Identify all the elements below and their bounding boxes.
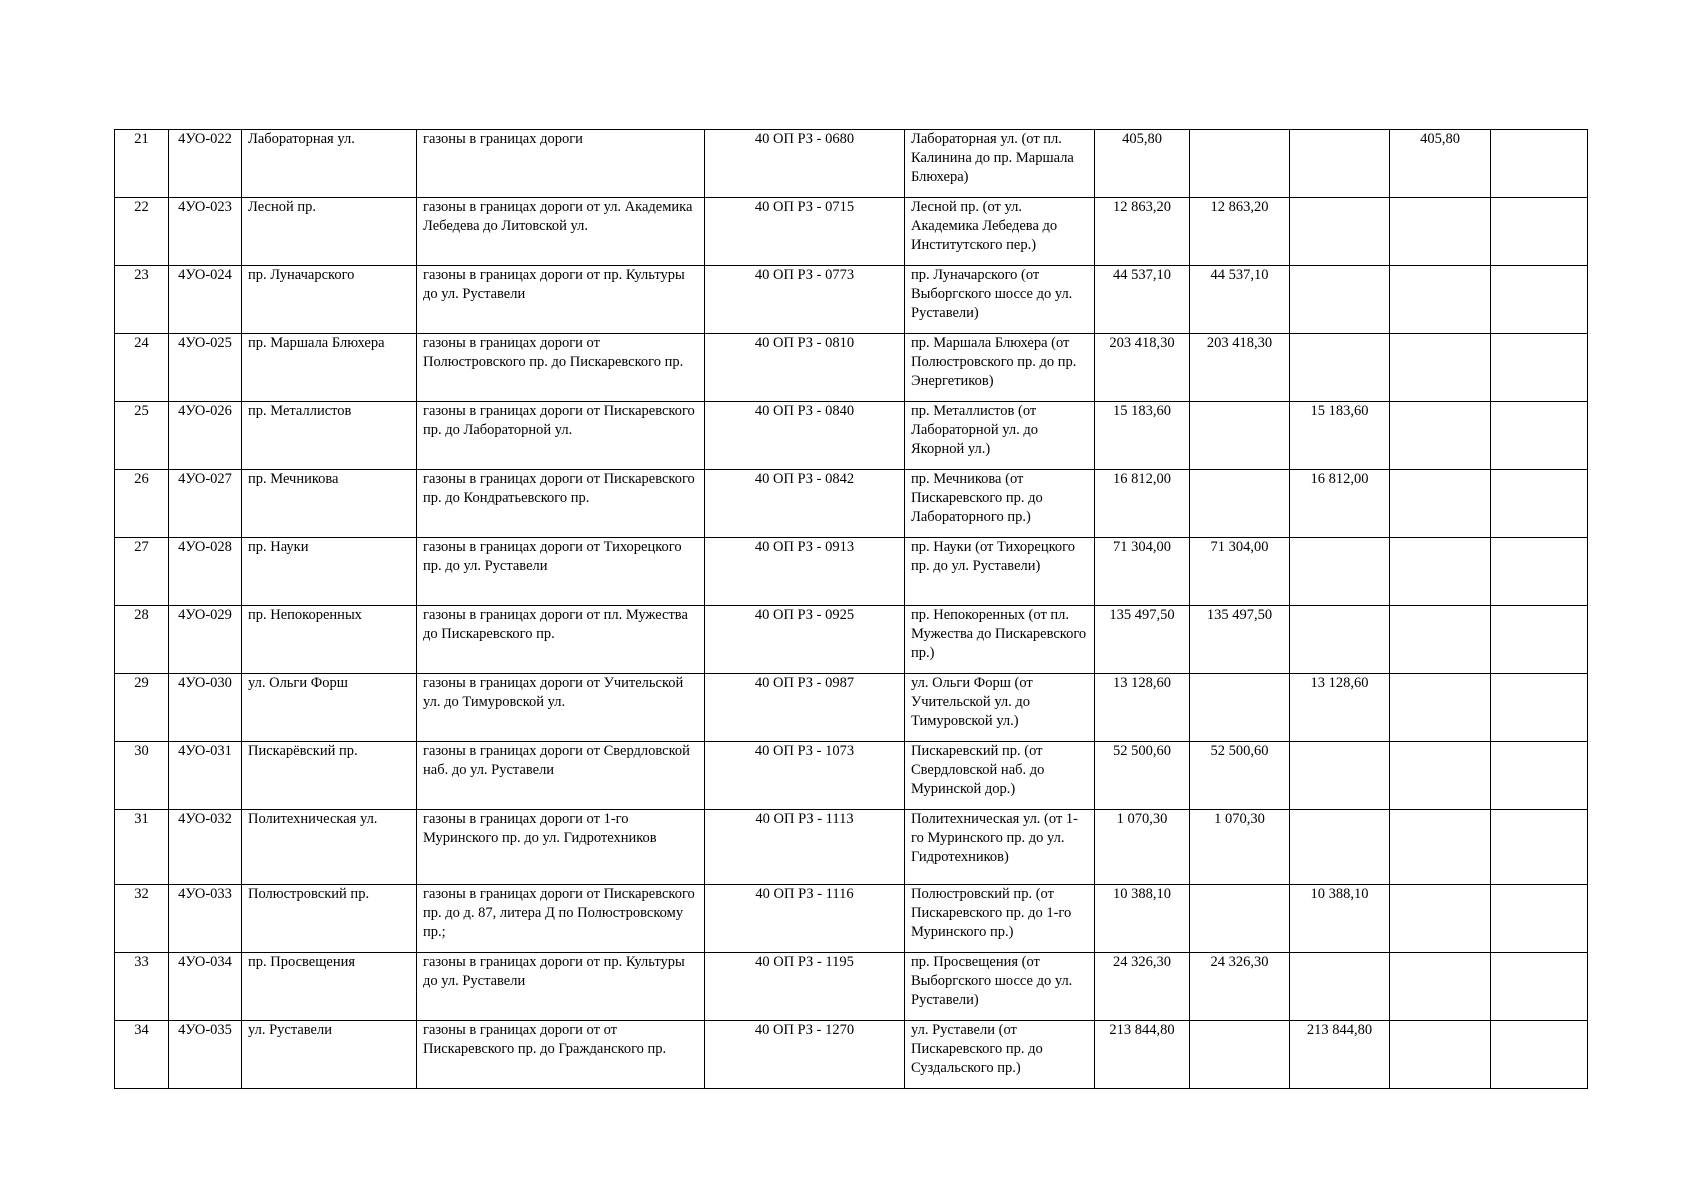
area-total: 1 070,30 xyxy=(1095,810,1190,885)
table-row xyxy=(115,470,1588,538)
road-registry-id: 40 ОП РЗ - 0913 xyxy=(705,538,905,606)
road-registry-id: 40 ОП РЗ - 0715 xyxy=(705,198,905,266)
area-col-1 xyxy=(1190,470,1290,538)
lawn-description: газоны в границах дороги от пр. Культуры до ул. Руставели xyxy=(417,953,705,1021)
area-col-2 xyxy=(1290,742,1390,810)
lawn-description: газоны в границах дороги от Пискаревского пр. до Кондратьевского пр. xyxy=(417,470,705,538)
area-col-3 xyxy=(1390,674,1491,742)
area-col-1: 44 537,10 xyxy=(1190,266,1290,334)
road-registry-id: 40 ОП РЗ - 1116 xyxy=(705,885,905,953)
lawn-description: газоны в границах дороги от 1-го Муринского пр. до ул. Гидротехников xyxy=(417,810,705,885)
row-number: 27 xyxy=(115,538,169,606)
table-row xyxy=(115,334,1588,402)
area-total: 44 537,10 xyxy=(1095,266,1190,334)
area-col-3 xyxy=(1390,402,1491,470)
lawn-description: газоны в границах дороги от ул. Академика Лебедева до Литовской ул. xyxy=(417,198,705,266)
area-col-4 xyxy=(1491,885,1588,953)
object-code: 4УО-035 xyxy=(169,1021,242,1089)
table-row xyxy=(115,402,1588,470)
road-section: Лесной пр. (от ул. Академика Лебедева до Институтского пер.) xyxy=(905,198,1095,266)
area-col-4 xyxy=(1491,606,1588,674)
table-row xyxy=(115,742,1588,810)
street-name: пр. Мечникова xyxy=(242,470,417,538)
object-code: 4УО-024 xyxy=(169,266,242,334)
road-section: пр. Непокоренных (от пл. Мужества до Пискаревского пр.) xyxy=(905,606,1095,674)
lawn-description: газоны в границах дороги от Пискаревского пр. до д. 87, литера Д по Полюстровскому пр.; xyxy=(417,885,705,953)
area-col-2: 213 844,80 xyxy=(1290,1021,1390,1089)
street-name: Пискарёвский пр. xyxy=(242,742,417,810)
road-section: ул. Руставели (от Пискаревского пр. до Суздальского пр.) xyxy=(905,1021,1095,1089)
area-col-3 xyxy=(1390,810,1491,885)
lawn-description: газоны в границах дороги от пл. Мужества до Пискаревского пр. xyxy=(417,606,705,674)
road-registry-id: 40 ОП РЗ - 0680 xyxy=(705,130,905,198)
street-name: пр. Маршала Блюхера xyxy=(242,334,417,402)
object-code: 4УО-030 xyxy=(169,674,242,742)
area-col-1 xyxy=(1190,130,1290,198)
road-registry-id: 40 ОП РЗ - 1073 xyxy=(705,742,905,810)
road-registry-id: 40 ОП РЗ - 0773 xyxy=(705,266,905,334)
area-col-1: 71 304,00 xyxy=(1190,538,1290,606)
area-col-1 xyxy=(1190,885,1290,953)
row-number: 33 xyxy=(115,953,169,1021)
row-number: 34 xyxy=(115,1021,169,1089)
row-number: 24 xyxy=(115,334,169,402)
area-col-2 xyxy=(1290,810,1390,885)
area-total: 24 326,30 xyxy=(1095,953,1190,1021)
object-code: 4УО-027 xyxy=(169,470,242,538)
road-registry-id: 40 ОП РЗ - 0810 xyxy=(705,334,905,402)
area-col-1 xyxy=(1190,674,1290,742)
area-col-2 xyxy=(1290,198,1390,266)
row-number: 32 xyxy=(115,885,169,953)
lawn-description: газоны в границах дороги от Свердловской наб. до ул. Руставели xyxy=(417,742,705,810)
area-col-4 xyxy=(1491,1021,1588,1089)
area-col-3 xyxy=(1390,198,1491,266)
area-col-1: 12 863,20 xyxy=(1190,198,1290,266)
area-col-4 xyxy=(1491,402,1588,470)
road-registry-id: 40 ОП РЗ - 0840 xyxy=(705,402,905,470)
area-total: 405,80 xyxy=(1095,130,1190,198)
road-registry-id: 40 ОП РЗ - 1113 xyxy=(705,810,905,885)
area-col-3 xyxy=(1390,742,1491,810)
area-col-1 xyxy=(1190,402,1290,470)
table-row xyxy=(115,674,1588,742)
row-number: 26 xyxy=(115,470,169,538)
street-name: пр. Непокоренных xyxy=(242,606,417,674)
area-col-1: 24 326,30 xyxy=(1190,953,1290,1021)
table-row xyxy=(115,810,1588,885)
area-total: 10 388,10 xyxy=(1095,885,1190,953)
area-total: 203 418,30 xyxy=(1095,334,1190,402)
lawn-description: газоны в границах дороги от Полюстровского пр. до Пискаревского пр. xyxy=(417,334,705,402)
row-number: 21 xyxy=(115,130,169,198)
area-col-3 xyxy=(1390,266,1491,334)
area-col-1: 1 070,30 xyxy=(1190,810,1290,885)
row-number: 30 xyxy=(115,742,169,810)
road-section: Лабораторная ул. (от пл. Калинина до пр. Маршала Блюхера) xyxy=(905,130,1095,198)
road-section: Пискаревский пр. (от Свердловской наб. до Муринской дор.) xyxy=(905,742,1095,810)
area-col-1: 135 497,50 xyxy=(1190,606,1290,674)
area-col-2 xyxy=(1290,334,1390,402)
area-col-4 xyxy=(1491,742,1588,810)
row-number: 28 xyxy=(115,606,169,674)
row-number: 29 xyxy=(115,674,169,742)
road-section: пр. Металлистов (от Лабораторной ул. до Якорной ул.) xyxy=(905,402,1095,470)
road-section: пр. Просвещения (от Выборгского шоссе до ул. Руставели) xyxy=(905,953,1095,1021)
area-col-3 xyxy=(1390,470,1491,538)
area-col-3: 405,80 xyxy=(1390,130,1491,198)
road-registry-id: 40 ОП РЗ - 1195 xyxy=(705,953,905,1021)
area-col-4 xyxy=(1491,810,1588,885)
area-col-2: 16 812,00 xyxy=(1290,470,1390,538)
lawn-description: газоны в границах дороги от Учительской ул. до Тимуровской ул. xyxy=(417,674,705,742)
area-col-4 xyxy=(1491,334,1588,402)
road-section: пр. Мечникова (от Пискаревского пр. до Лабораторного пр.) xyxy=(905,470,1095,538)
area-col-2 xyxy=(1290,266,1390,334)
road-section: пр. Науки (от Тихорецкого пр. до ул. Руставели) xyxy=(905,538,1095,606)
area-col-2: 10 388,10 xyxy=(1290,885,1390,953)
area-col-1: 203 418,30 xyxy=(1190,334,1290,402)
street-name: ул. Руставели xyxy=(242,1021,417,1089)
area-total: 135 497,50 xyxy=(1095,606,1190,674)
street-name: Политехническая ул. xyxy=(242,810,417,885)
object-code: 4УО-031 xyxy=(169,742,242,810)
table-row xyxy=(115,198,1588,266)
object-code: 4УО-025 xyxy=(169,334,242,402)
area-col-4 xyxy=(1491,198,1588,266)
table-row xyxy=(115,130,1588,198)
table-row xyxy=(115,953,1588,1021)
row-number: 25 xyxy=(115,402,169,470)
object-code: 4УО-022 xyxy=(169,130,242,198)
road-registry-id: 40 ОП РЗ - 1270 xyxy=(705,1021,905,1089)
area-col-1 xyxy=(1190,1021,1290,1089)
table-body xyxy=(115,130,1588,1089)
lawn-description: газоны в границах дороги от Тихорецкого пр. до ул. Руставели xyxy=(417,538,705,606)
table-row xyxy=(115,266,1588,334)
road-section: Полюстровский пр. (от Пискаревского пр. до 1-го Муринского пр.) xyxy=(905,885,1095,953)
object-code: 4УО-028 xyxy=(169,538,242,606)
lawn-description: газоны в границах дороги xyxy=(417,130,705,198)
table-row xyxy=(115,538,1588,606)
area-col-2: 13 128,60 xyxy=(1290,674,1390,742)
area-col-4 xyxy=(1491,130,1588,198)
object-code: 4УО-026 xyxy=(169,402,242,470)
street-name: пр. Металлистов xyxy=(242,402,417,470)
area-col-4 xyxy=(1491,266,1588,334)
area-col-3 xyxy=(1390,538,1491,606)
area-col-2 xyxy=(1290,538,1390,606)
object-code: 4УО-034 xyxy=(169,953,242,1021)
area-col-3 xyxy=(1390,1021,1491,1089)
street-name: Полюстровский пр. xyxy=(242,885,417,953)
street-name: Лесной пр. xyxy=(242,198,417,266)
area-total: 52 500,60 xyxy=(1095,742,1190,810)
area-col-2 xyxy=(1290,606,1390,674)
area-col-1: 52 500,60 xyxy=(1190,742,1290,810)
object-code: 4УО-032 xyxy=(169,810,242,885)
lawn-description: газоны в границах дороги от Пискаревского пр. до Лабораторной ул. xyxy=(417,402,705,470)
area-total: 15 183,60 xyxy=(1095,402,1190,470)
area-col-2: 15 183,60 xyxy=(1290,402,1390,470)
road-registry-id: 40 ОП РЗ - 0987 xyxy=(705,674,905,742)
object-code: 4УО-033 xyxy=(169,885,242,953)
road-section: Политехническая ул. (от 1-го Муринского пр. до ул. Гидротехников) xyxy=(905,810,1095,885)
area-col-3 xyxy=(1390,606,1491,674)
area-col-4 xyxy=(1491,538,1588,606)
street-name: ул. Ольги Форш xyxy=(242,674,417,742)
lawn-registry-table xyxy=(114,129,1588,1089)
road-section: ул. Ольги Форш (от Учительской ул. до Тимуровской ул.) xyxy=(905,674,1095,742)
table-row xyxy=(115,606,1588,674)
table-row xyxy=(115,885,1588,953)
area-col-4 xyxy=(1491,470,1588,538)
row-number: 23 xyxy=(115,266,169,334)
row-number: 22 xyxy=(115,198,169,266)
area-col-3 xyxy=(1390,885,1491,953)
area-col-2 xyxy=(1290,953,1390,1021)
row-number: 31 xyxy=(115,810,169,885)
lawn-description: газоны в границах дороги от от Пискаревского пр. до Гражданского пр. xyxy=(417,1021,705,1089)
area-col-2 xyxy=(1290,130,1390,198)
area-total: 71 304,00 xyxy=(1095,538,1190,606)
road-section: пр. Маршала Блюхера (от Полюстровского пр. до пр. Энергетиков) xyxy=(905,334,1095,402)
street-name: пр. Луначарского xyxy=(242,266,417,334)
lawn-description: газоны в границах дороги от пр. Культуры до ул. Руставели xyxy=(417,266,705,334)
area-col-3 xyxy=(1390,953,1491,1021)
road-registry-id: 40 ОП РЗ - 0925 xyxy=(705,606,905,674)
area-total: 12 863,20 xyxy=(1095,198,1190,266)
street-name: пр. Науки xyxy=(242,538,417,606)
area-col-3 xyxy=(1390,334,1491,402)
area-total: 16 812,00 xyxy=(1095,470,1190,538)
area-total: 13 128,60 xyxy=(1095,674,1190,742)
street-name: пр. Просвещения xyxy=(242,953,417,1021)
area-col-4 xyxy=(1491,953,1588,1021)
area-total: 213 844,80 xyxy=(1095,1021,1190,1089)
table-row xyxy=(115,1021,1588,1089)
area-col-4 xyxy=(1491,674,1588,742)
street-name: Лабораторная ул. xyxy=(242,130,417,198)
object-code: 4УО-029 xyxy=(169,606,242,674)
road-section: пр. Луначарского (от Выборгского шоссе до ул. Руставели) xyxy=(905,266,1095,334)
object-code: 4УО-023 xyxy=(169,198,242,266)
road-registry-id: 40 ОП РЗ - 0842 xyxy=(705,470,905,538)
